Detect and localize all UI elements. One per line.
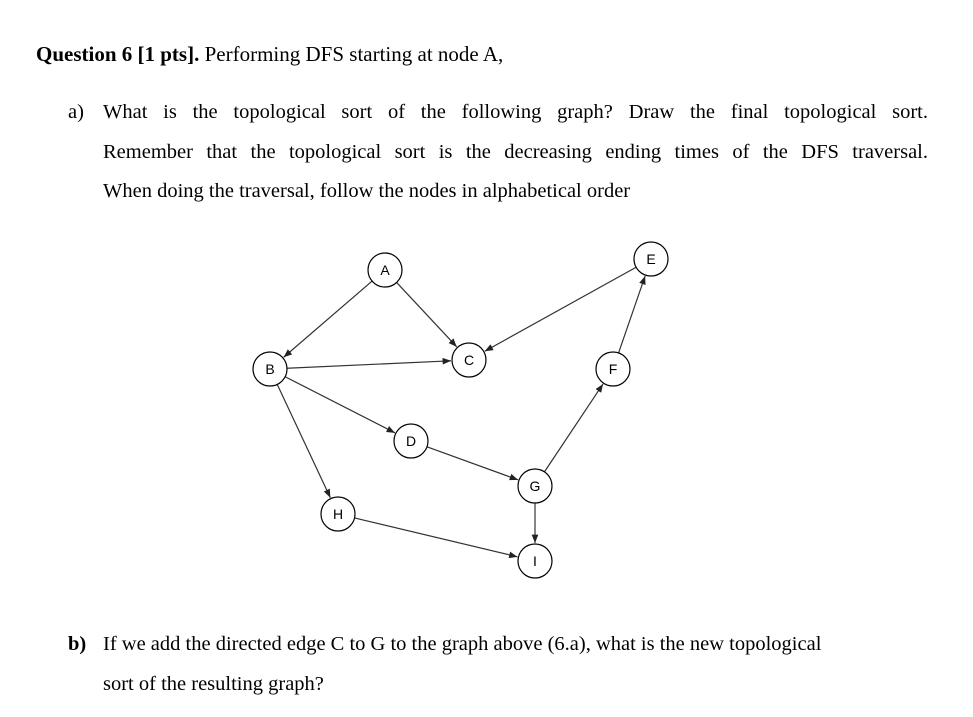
graph-nodes — [253, 242, 668, 578]
node-b — [253, 352, 287, 386]
part-b — [68, 624, 928, 704]
part-a-line-3: When doing the traversal, follow the nodes in alphabetical order — [103, 180, 631, 202]
part-a-line-2: Remember that the topological sort is the decreasing ending times of the DFS traversal. — [103, 140, 928, 163]
edge-a-c — [397, 282, 457, 346]
edge-d-g — [427, 447, 518, 480]
edge-b-h — [277, 384, 330, 497]
part-a-label: a) — [68, 101, 84, 123]
node-f-label: F — [608, 361, 618, 377]
node-a — [368, 253, 402, 287]
node-h-label: H — [332, 506, 344, 522]
node-g — [518, 469, 552, 503]
node-g-label: G — [529, 478, 541, 494]
question-number: Question 6 [1 pts]. — [36, 42, 200, 66]
node-i-label: I — [533, 553, 537, 569]
node-e — [634, 242, 668, 276]
part-b-label: b) — [68, 633, 87, 655]
node-d — [394, 424, 428, 458]
edge-h-i — [355, 518, 518, 557]
edge-g-f — [544, 384, 603, 472]
part-b-line-2: sort of the resulting graph? — [103, 673, 324, 695]
node-c — [452, 343, 486, 377]
node-d-label: D — [405, 433, 417, 449]
part-b-line-1: If we add the directed edge C to G to the graph above (6.a), what is the new topological — [103, 633, 822, 655]
node-a-label: A — [380, 262, 390, 278]
node-i — [518, 544, 552, 578]
edge-a-b — [284, 281, 372, 357]
part-a-line-1: What is the topological sort of the following graph? Draw the final topological sort. — [103, 101, 928, 123]
edge-f-e — [619, 276, 646, 353]
edge-e-c — [485, 267, 636, 351]
edge-b-c — [287, 361, 451, 368]
node-e-label: E — [646, 251, 656, 267]
node-h — [321, 497, 355, 531]
node-c-label: C — [463, 352, 475, 368]
edge-b-d — [285, 377, 395, 433]
question-prompt: Performing DFS starting at node A, — [199, 42, 504, 66]
node-b-label: B — [265, 361, 275, 377]
node-f — [596, 352, 630, 386]
